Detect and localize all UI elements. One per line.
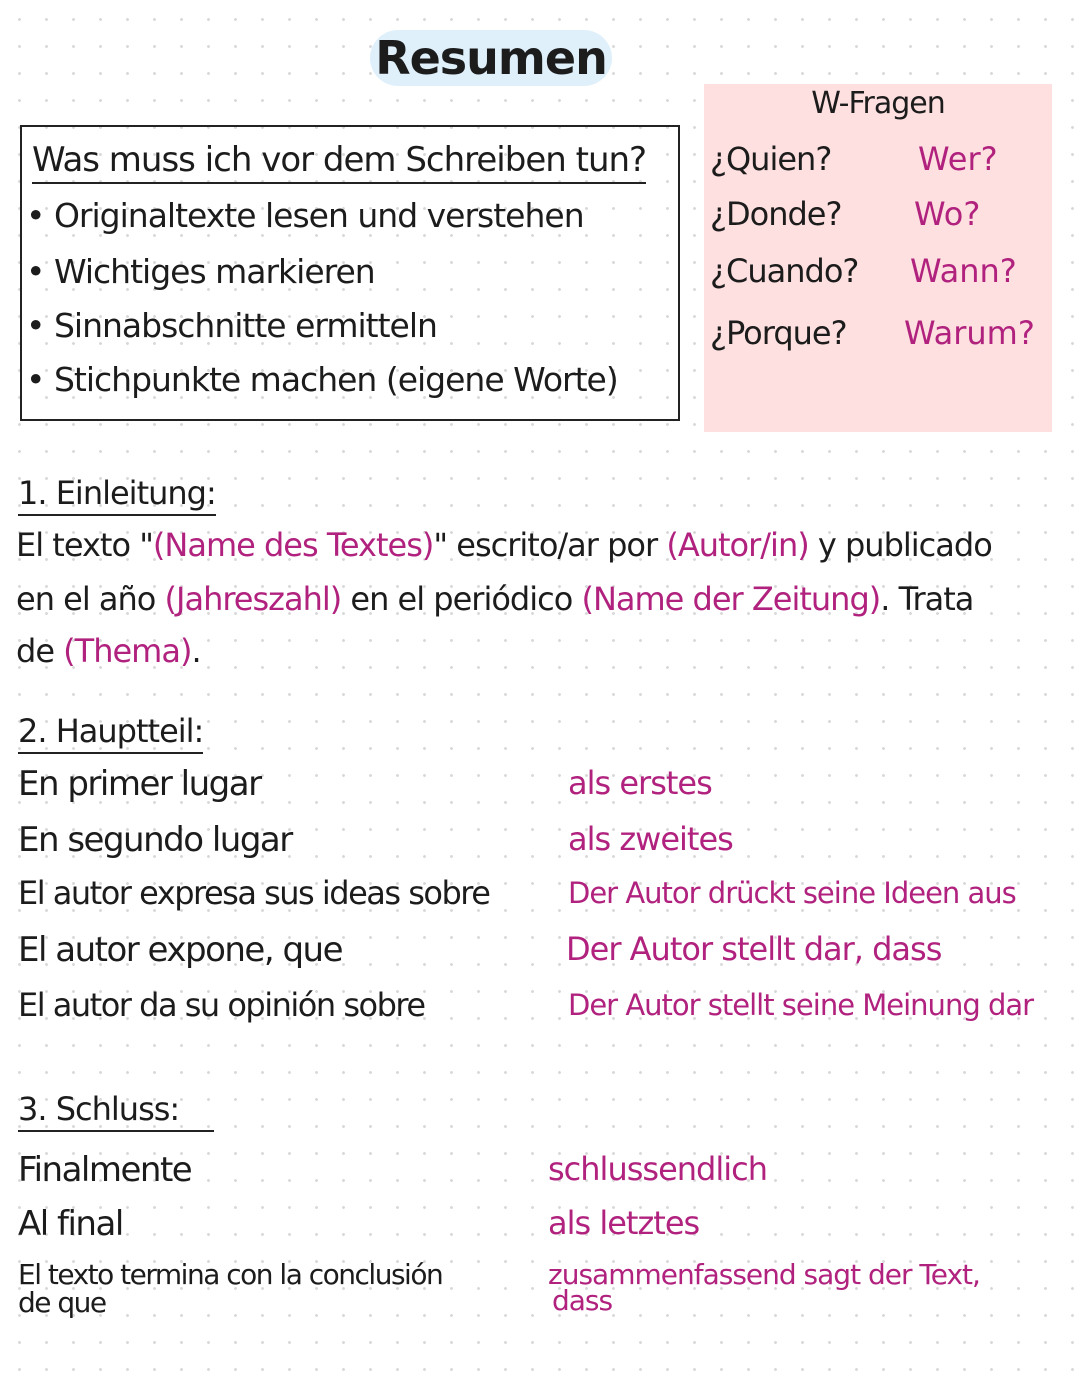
phrase-es: Al final [18, 1204, 123, 1244]
text-segment: El texto " [16, 526, 153, 564]
text-segment: de [16, 632, 64, 670]
w-question-es: ¿Porque? [710, 314, 847, 352]
preparation-item: • Originaltexte lesen und verstehen [26, 196, 584, 235]
phrase-es: El autor expresa sus ideas sobre [18, 874, 490, 912]
text-segment: en el año [16, 580, 165, 618]
placeholder-segment: (Autor/in) [666, 526, 809, 564]
einleitung-line [16, 580, 973, 618]
w-question-es: ¿Quien? [710, 140, 832, 178]
phrase-es: En segundo lugar [18, 820, 292, 860]
phrase-de: als letztes [548, 1204, 700, 1242]
phrase-de: Der Autor stellt seine Meinung dar [568, 988, 1034, 1022]
phrase-es: El autor expone, que [18, 930, 342, 970]
w-question-de: Wann? [910, 252, 1017, 290]
preparation-item: • Wichtiges markieren [26, 252, 375, 291]
text-segment: y publicado [808, 526, 992, 564]
einleitung-heading: 1. Einleitung: [18, 474, 216, 516]
phrase-es-continuation: de que [18, 1286, 106, 1319]
w-question-es: ¿Donde? [710, 195, 842, 233]
phrase-es: El texto termina con la conclusión [18, 1258, 443, 1291]
page-title: Resumen [375, 31, 607, 85]
text-segment: " escrito/ar por [433, 526, 667, 564]
text-segment: . [191, 632, 201, 670]
phrase-es: El autor da su opinión sobre [18, 986, 425, 1024]
phrase-es: Finalmente [18, 1150, 192, 1190]
phrase-de-continuation: dass [552, 1284, 613, 1317]
w-question-de: Wer? [918, 140, 998, 178]
w-question-de: Wo? [914, 195, 981, 233]
placeholder-segment: (Name des Textes) [152, 526, 434, 564]
text-segment: . Trata [880, 580, 974, 618]
preparation-item: • Sinnabschnitte ermitteln [26, 306, 437, 345]
placeholder-segment: (Name der Zeitung) [581, 580, 881, 618]
phrase-de: Der Autor drückt seine Ideen aus [568, 876, 1016, 910]
phrase-de: Der Autor stellt dar, dass [566, 930, 942, 968]
phrase-de: schlussendlich [548, 1150, 767, 1188]
w-question-de: Warum? [904, 314, 1035, 352]
w-question-es: ¿Cuando? [710, 252, 859, 290]
phrase-de: als erstes [568, 764, 712, 802]
phrase-es: En primer lugar [18, 764, 261, 804]
w-fragen-title: W-Fragen [811, 86, 945, 121]
hauptteil-heading: 2. Hauptteil: [18, 712, 203, 754]
schluss-heading: 3. Schluss: [18, 1090, 214, 1132]
preparation-heading: Was muss ich vor dem Schreiben tun? [32, 140, 646, 184]
einleitung-line [16, 526, 992, 564]
einleitung-line [16, 632, 201, 670]
phrase-de: zusammenfassend sagt der Text, [548, 1258, 980, 1291]
phrase-de: als zweites [568, 820, 733, 858]
text-segment: en el periódico [341, 580, 582, 618]
placeholder-segment: (Thema) [63, 632, 192, 670]
placeholder-segment: (Jahreszahl) [164, 580, 342, 618]
preparation-item: • Stichpunkte machen (eigene Worte) [26, 360, 618, 399]
